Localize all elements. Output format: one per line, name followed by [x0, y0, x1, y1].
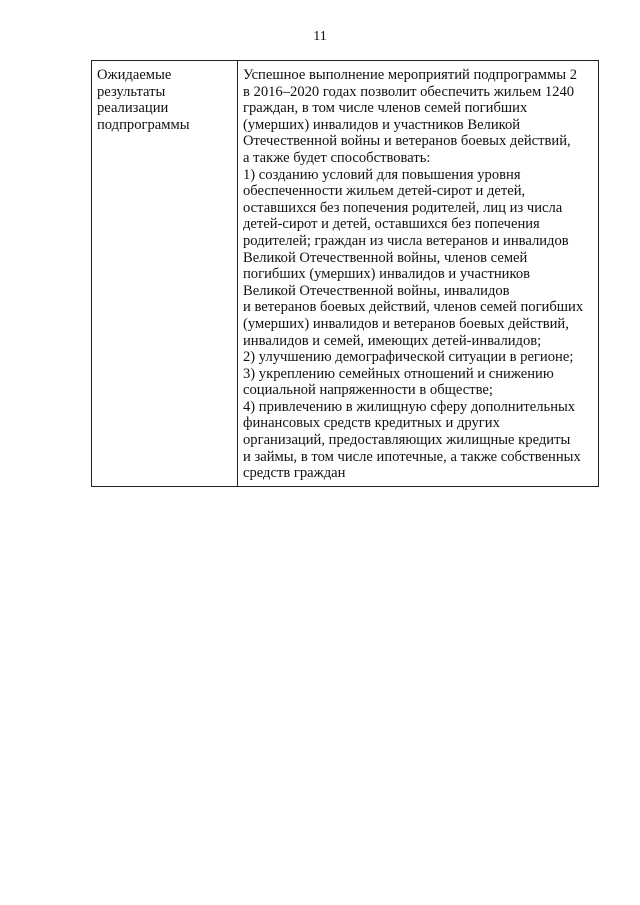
content-line: социальной напряженности в обществе; [243, 382, 493, 399]
label-line: Ожидаемые [97, 67, 172, 83]
label-line: подпрограммы [97, 116, 190, 133]
content-line: 4) привлечению в жилищную сферу дополнительных [243, 398, 576, 415]
content-line: инвалидов и семей, имеющих детей-инвалидов; [243, 332, 542, 349]
label-line: результаты [97, 83, 166, 100]
content-line: Великой Отечественной войны, членов семей [243, 249, 528, 266]
content-line: 1) созданию условий для повышения уровня [243, 166, 521, 183]
content-line: родителей; граждан из числа ветеранов и инвалидов [243, 232, 569, 249]
content-line: финансовых средств кредитных и других [243, 415, 500, 432]
content-line: оставшихся без попечения родителей, лиц из числа [243, 199, 563, 216]
content-line: обеспеченности жильем детей-сирот и детей, [243, 183, 526, 200]
content-line: (умерших) инвалидов и участников Великой [243, 116, 521, 133]
content-line: 3) укреплению семейных отношений и снижению [243, 365, 554, 382]
content-line: Отечественной войны и ветеранов боевых действий, [243, 133, 571, 150]
label-line: реализации [97, 100, 169, 117]
content-line: а также будет способствовать: [243, 149, 431, 166]
content-line: 2) улучшению демографической ситуации в регионе; [243, 349, 574, 366]
table-content-cell [238, 61, 598, 486]
content-line: граждан, в том числе членов семей погибших [243, 100, 528, 117]
content-line: средств граждан [243, 465, 346, 482]
table-label-cell [92, 61, 238, 486]
content-line: организаций, предоставляющих жилищные кредиты [243, 432, 571, 449]
content-line: и ветеранов боевых действий, членов семей погибших [243, 299, 584, 316]
content-line: детей-сирот и детей, оставшихся без попечения [243, 216, 540, 233]
page-number: 11 [313, 29, 327, 44]
content-line: Великой Отечественной войны, инвалидов [243, 282, 510, 299]
content-line: погибших (умерших) инвалидов и участников [243, 266, 531, 283]
content-line: (умерших) инвалидов и ветеранов боевых действий, [243, 315, 569, 332]
content-line: в 2016–2020 годах позволит обеспечить жильем 1240 [243, 83, 575, 100]
expected-results-table [91, 60, 599, 487]
content-line: Успешное выполнение мероприятий подпрограммы 2 [243, 67, 577, 83]
content-line: и займы, в том числе ипотечные, а также собственных [243, 448, 581, 465]
